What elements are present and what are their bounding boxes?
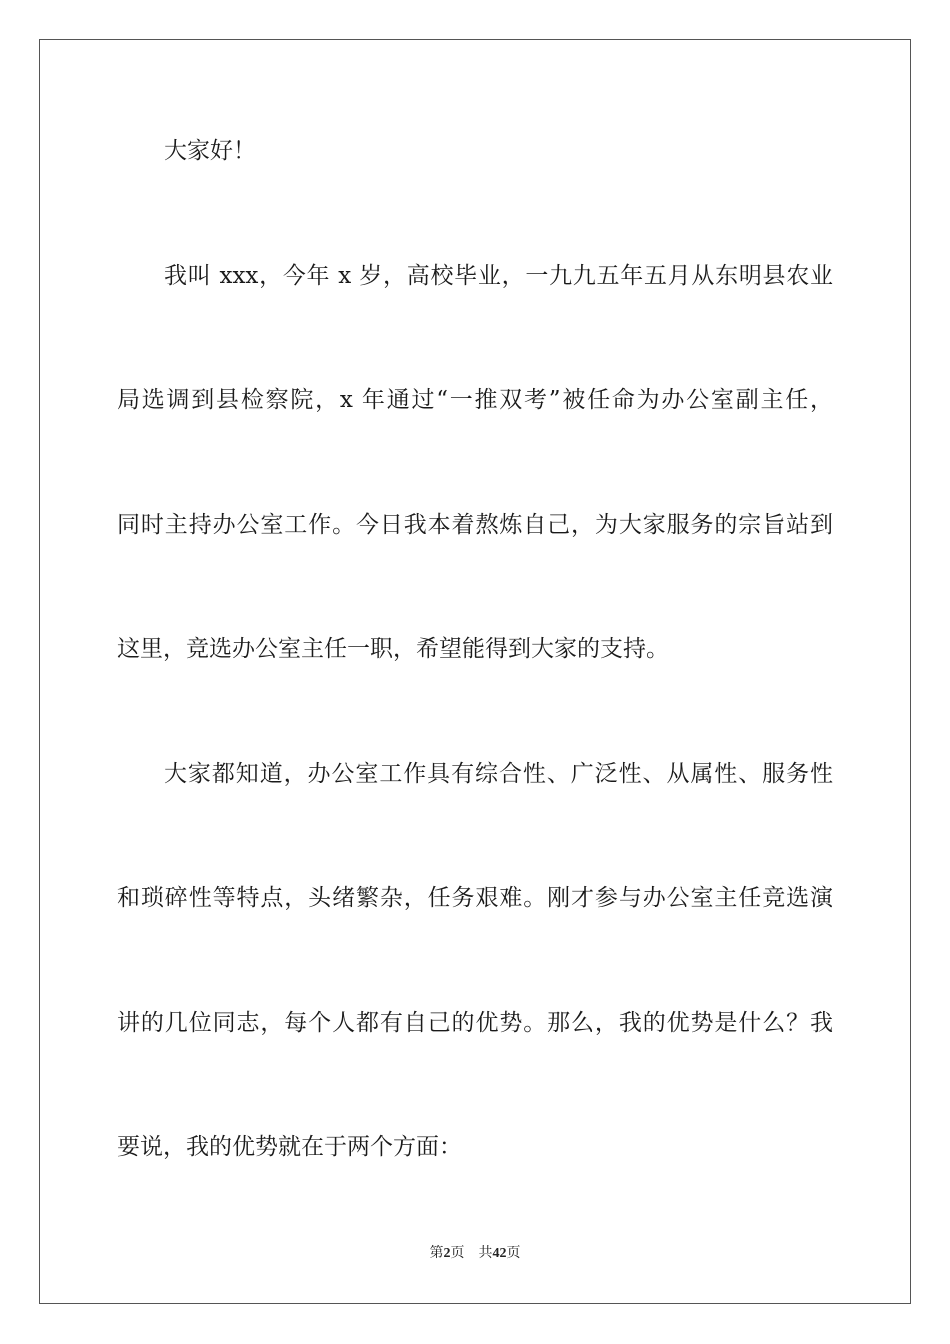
greeting-line: 大家好！ <box>164 138 256 164</box>
page-number: 2 <box>443 1246 451 1261</box>
total-pages: 42 <box>492 1246 507 1261</box>
paragraph-1-line-1: 我叫 xxx，今年 x 岁，高校毕业，一九九五年五月从东明县农业 <box>164 263 833 289</box>
paragraph-1-line-3: 同时主持办公室工作。今日我本着熬炼自己，为大家服务的宗旨站到 <box>117 512 833 538</box>
page-prefix: 第 <box>429 1246 444 1261</box>
paragraph-1-line-4: 这里，竞选办公室主任一职，希望能得到大家的支持。 <box>117 636 669 662</box>
paragraph-2-line-1: 大家都知道，办公室工作具有综合性、广泛性、从属性、服务性 <box>164 761 833 787</box>
page-footer <box>0 1245 950 1263</box>
page-suffix: 页 <box>450 1246 465 1261</box>
paragraph-2-line-2: 和琐碎性等特点，头绪繁杂，任务艰难。刚才参与办公室主任竞选演 <box>117 885 833 911</box>
total-prefix: 共 <box>478 1246 493 1261</box>
paragraph-1-line-2: 局选调到县检察院，x 年通过“一推双考”被任命为办公室副主任， <box>117 387 833 413</box>
page-border <box>39 39 911 1304</box>
paragraph-2-line-4: 要说，我的优势就在于两个方面： <box>117 1134 462 1160</box>
paragraph-2-line-3: 讲的几位同志，每个人都有自己的优势。那么，我的优势是什么？我 <box>117 1010 833 1036</box>
total-suffix: 页 <box>506 1246 521 1261</box>
